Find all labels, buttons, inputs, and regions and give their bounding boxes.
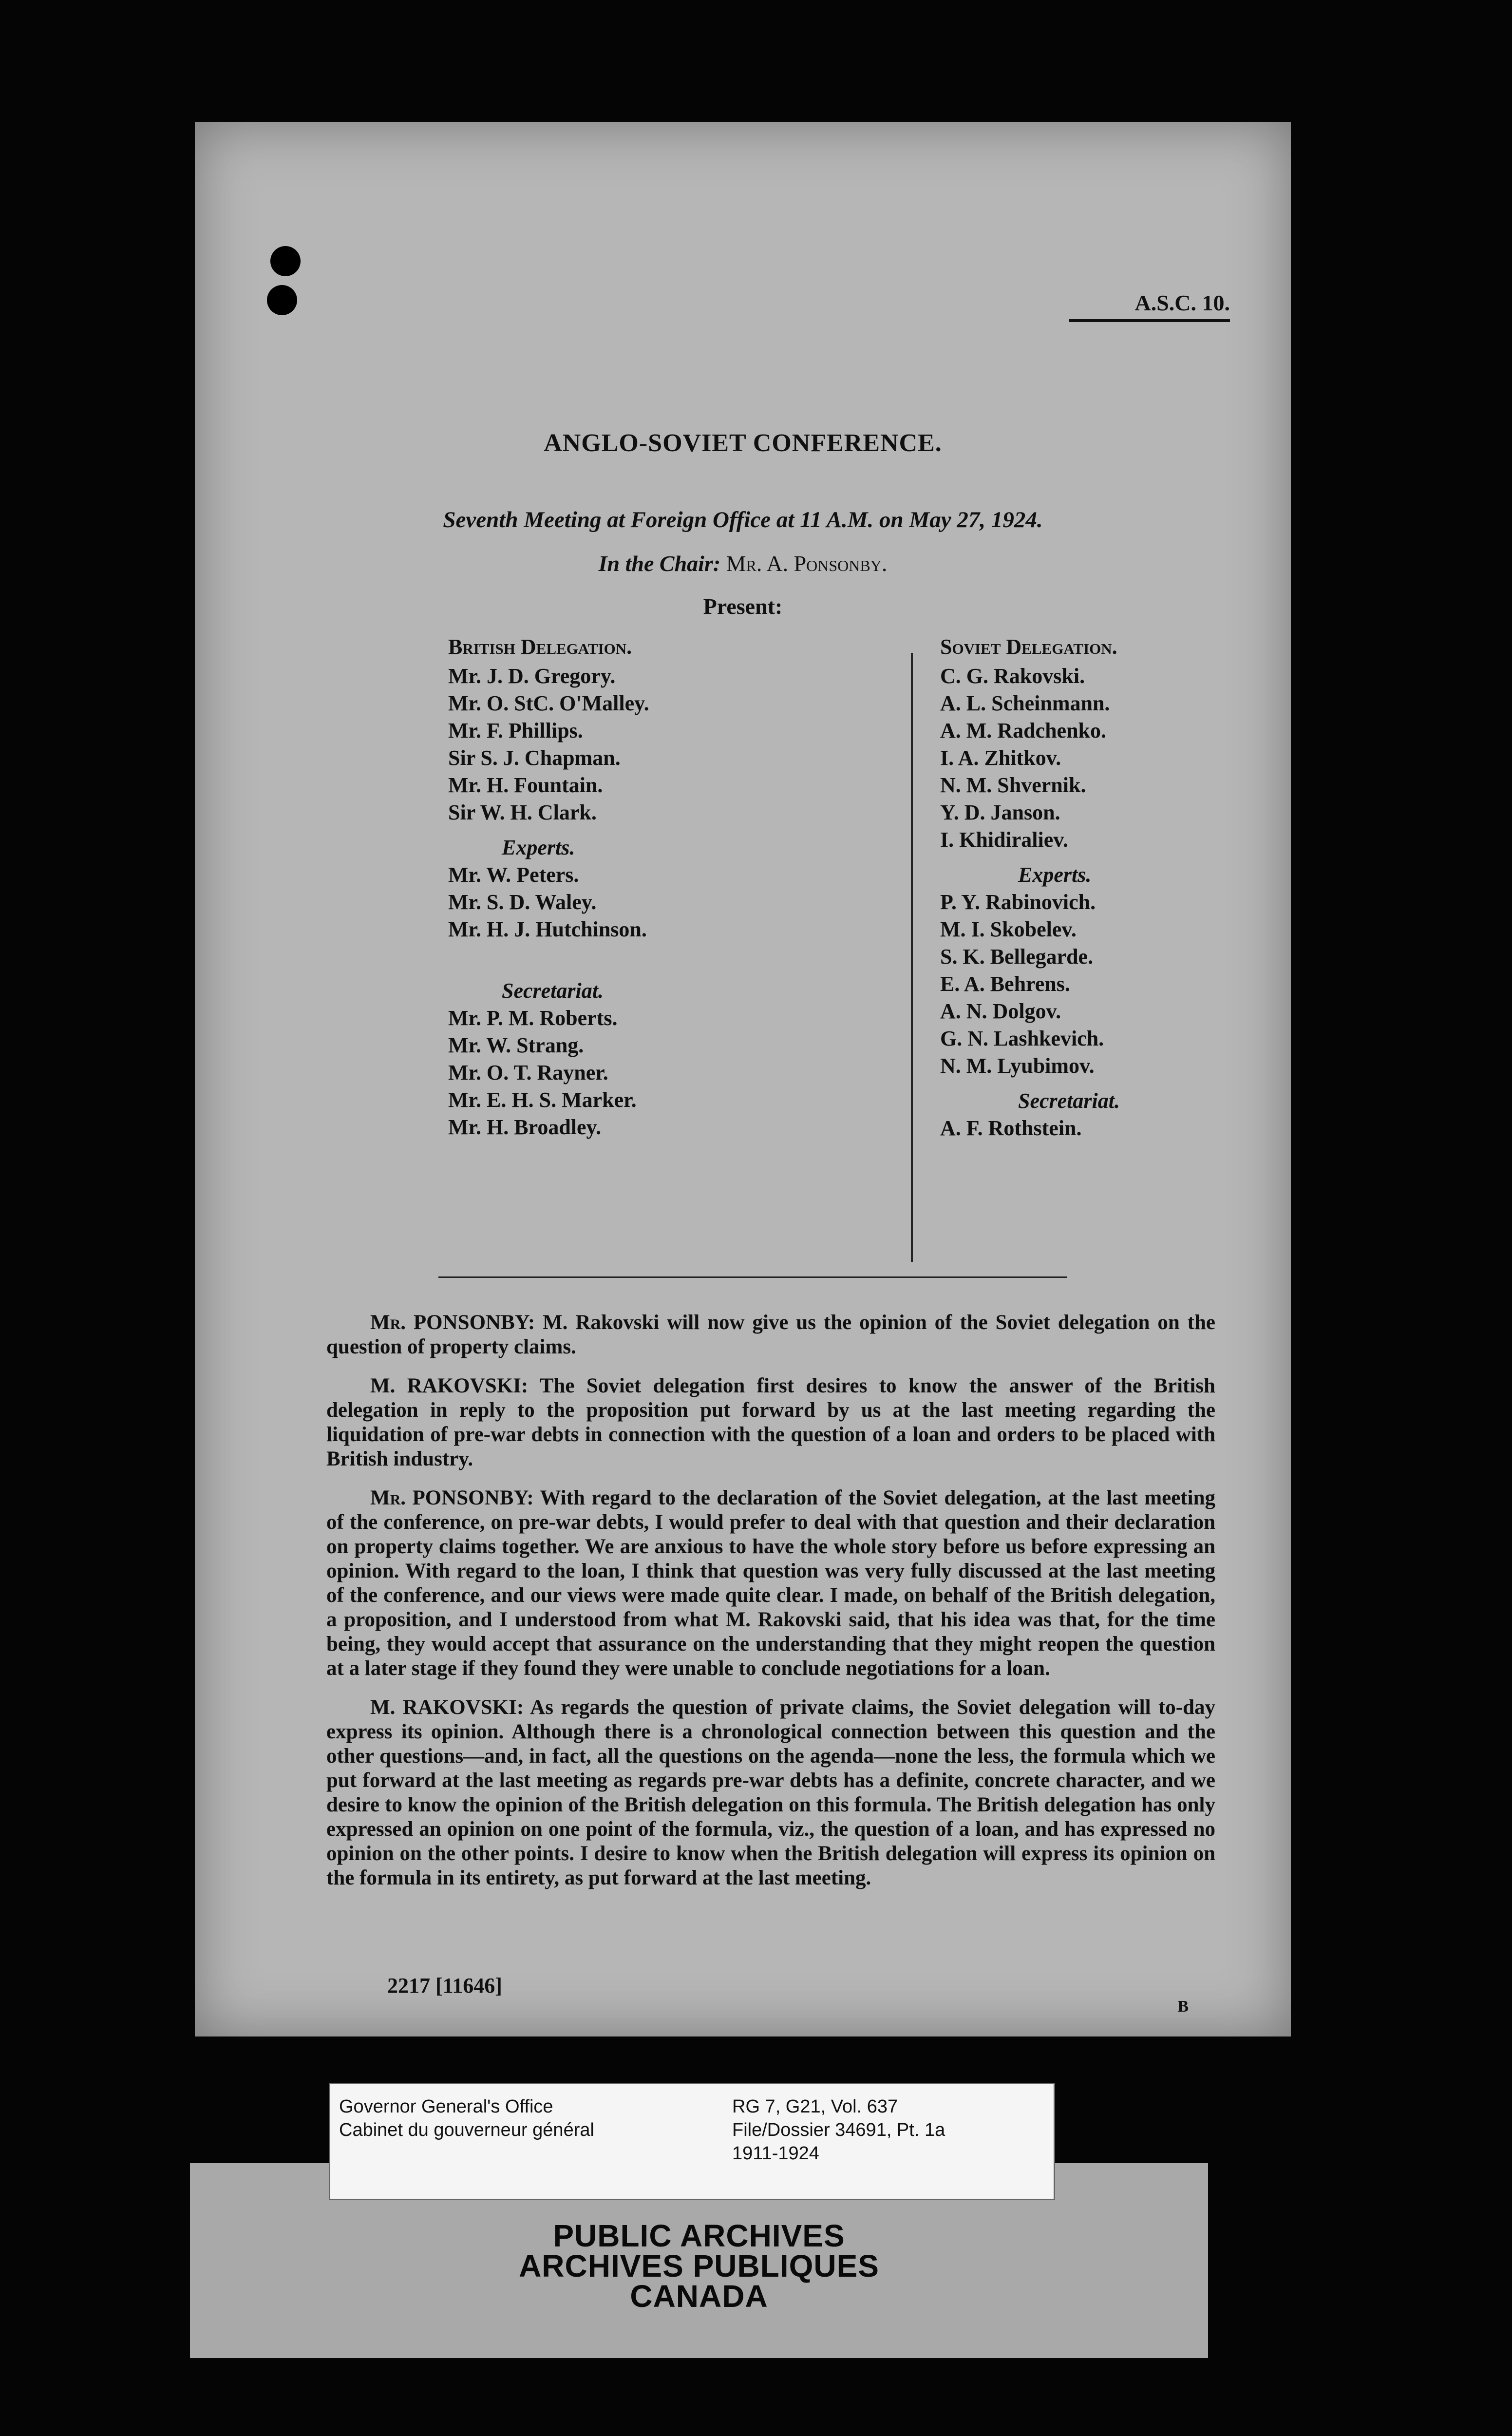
soviet-expert: E. A. Behrens. bbox=[940, 972, 1070, 996]
file-number: File/Dossier 34691, Pt. 1a bbox=[732, 2120, 945, 2140]
british-expert: Mr. H. J. Hutchinson. bbox=[448, 917, 647, 941]
meeting-line: Seventh Meeting at Foreign Office at 11 A.M. on May 27, 1924. bbox=[443, 507, 1043, 533]
soviet-member: N. M. Shvernik. bbox=[940, 773, 1086, 797]
document-reference: A.S.C. 10. bbox=[1134, 290, 1230, 315]
british-member: Mr. F. Phillips. bbox=[448, 719, 583, 742]
signature-mark: B bbox=[1177, 1998, 1189, 2016]
soviet-expert: S. K. Bellegarde. bbox=[940, 945, 1094, 969]
soviet-expert: M. I. Skobelev. bbox=[940, 917, 1077, 941]
british-delegation-column bbox=[448, 633, 789, 1141]
stamp-line: CANADA bbox=[630, 2279, 768, 2314]
chair-line bbox=[195, 551, 1291, 576]
soviet-member: A. M. Radchenko. bbox=[940, 719, 1107, 742]
document-page bbox=[195, 122, 1291, 2036]
soviet-delegation-column bbox=[940, 633, 1262, 1142]
paragraph-text: With regard to the declaration of the Soviet delegation, at the last meeting of the conference, on pre-war debts, I would prefer to deal with that question and their declaration on property claims together. We are anxious to have the whole story before us before expressing an opinion. With regard to the loan, I think that question was very fully discussed at the last meeting of the conference, and our views were made quite clear. I made, on behalf of the British delegation, a proposition, and I understood from what M. Rakovski said, that his idea was that, for the time being, they would accept that assurance on the understanding that they might reopen the question at a later stage if they found they were unable to conclude negotiations for a loan. bbox=[326, 1486, 1215, 1680]
office-english: Governor General's Office bbox=[339, 2096, 553, 2117]
soviet-member: Y. D. Janson. bbox=[940, 800, 1060, 824]
british-member: Sir W. H. Clark. bbox=[448, 800, 597, 824]
speaker: M. RAKOVSKI: bbox=[370, 1696, 524, 1719]
british-expert: Mr. S. D. Waley. bbox=[448, 890, 597, 914]
punch-hole bbox=[267, 285, 297, 315]
paragraph-text: As regards the question of private claims, the Soviet delegation will to-day express its opinion. Although there is a chronological connection between this question and the other questions—and, in fact, all the questions on the agenda—none the less, the formula which we put forward at the last meeting as regards pre-war debts has a definite, concrete character, and we desire to know the opinion of the British delegation on this formula. The British delegation has only expressed an opinion on one point of the formula, viz., the question of a loan, and has expressed no opinion on the other points. I desire to know when the British delegation will express its opinion on the formula in its entirety, as put forward at the last meeting. bbox=[326, 1696, 1215, 1889]
section-separator bbox=[438, 1276, 1067, 1278]
minutes-paragraph bbox=[326, 1695, 1215, 1890]
minutes-body bbox=[326, 1311, 1215, 1905]
soviet-member: C. G. Rakovski. bbox=[940, 664, 1085, 688]
minutes-paragraph bbox=[326, 1311, 1215, 1359]
office-names bbox=[339, 2095, 594, 2142]
soviet-heading: Soviet Delegation. bbox=[940, 635, 1117, 659]
speaker: Mr. PONSONBY: bbox=[370, 1311, 535, 1334]
british-expert: Mr. W. Peters. bbox=[448, 863, 579, 887]
office-french: Cabinet du gouverneur général bbox=[339, 2120, 594, 2140]
column-divider bbox=[911, 653, 913, 1262]
stamp-line: PUBLIC ARCHIVES bbox=[553, 2218, 845, 2253]
soviet-member: I. Khidiraliev. bbox=[940, 828, 1068, 852]
record-group: RG 7, G21, Vol. 637 bbox=[732, 2096, 898, 2117]
british-secretary: Mr. P. M. Roberts. bbox=[448, 1006, 618, 1030]
soviet-secretary: A. F. Rothstein. bbox=[940, 1116, 1082, 1140]
soviet-secretariat-heading: Secretariat. bbox=[1018, 1089, 1120, 1113]
minutes-paragraph bbox=[326, 1486, 1215, 1681]
archive-reference-card bbox=[329, 2083, 1055, 2200]
soviet-expert: A. N. Dolgov. bbox=[940, 999, 1061, 1023]
british-heading: British Delegation. bbox=[448, 635, 632, 659]
reference-underline bbox=[1069, 319, 1230, 322]
document-title: ANGLO-SOVIET CONFERENCE. bbox=[544, 429, 942, 457]
british-experts-heading: Experts. bbox=[502, 836, 575, 859]
british-member: Mr. J. D. Gregory. bbox=[448, 664, 616, 688]
british-secretary: Mr. O. T. Rayner. bbox=[448, 1061, 608, 1085]
british-secretariat-heading: Secretariat. bbox=[502, 979, 604, 1003]
british-secretary: Mr. W. Strang. bbox=[448, 1033, 584, 1057]
present-label: Present: bbox=[703, 594, 783, 619]
soviet-member: I. A. Zhitkov. bbox=[940, 746, 1061, 770]
soviet-member: A. L. Scheinmann. bbox=[940, 691, 1110, 715]
file-reference bbox=[732, 2095, 945, 2165]
british-member: Mr. O. StC. O'Malley. bbox=[448, 691, 649, 715]
stamp-line: ARCHIVES PUBLIQUES bbox=[519, 2248, 879, 2284]
punch-hole bbox=[270, 246, 301, 276]
chair-label: In the Chair: bbox=[598, 551, 721, 576]
speaker: M. RAKOVSKI: bbox=[370, 1374, 529, 1397]
print-number: 2217 [11646] bbox=[387, 1974, 502, 1998]
stamp-text bbox=[190, 2218, 1208, 2314]
soviet-expert: P. Y. Rabinovich. bbox=[940, 890, 1096, 914]
british-secretary: Mr. H. Broadley. bbox=[448, 1115, 602, 1139]
british-member: Mr. H. Fountain. bbox=[448, 773, 603, 797]
soviet-expert: G. N. Lashkevich. bbox=[940, 1027, 1104, 1050]
date-range: 1911-1924 bbox=[732, 2143, 819, 2164]
paragraph-text: The Soviet delegation first desires to know the answer of the British delegation in reply to the proposition put forward by us at the last meeting regarding the liquidation of pre-war debts in connection with the question of a loan and orders to be placed with British industry. bbox=[326, 1374, 1215, 1470]
paragraph-text: M. Rakovski will now give us the opinion of the Soviet delegation on the question of property claims. bbox=[326, 1311, 1216, 1358]
soviet-expert: N. M. Lyubimov. bbox=[940, 1054, 1095, 1078]
soviet-experts-heading: Experts. bbox=[1018, 863, 1092, 887]
chair-name: Mr. A. Ponsonby. bbox=[726, 551, 888, 576]
minutes-paragraph bbox=[326, 1374, 1215, 1471]
british-member: Sir S. J. Chapman. bbox=[448, 746, 621, 770]
speaker: Mr. PONSONBY: bbox=[370, 1486, 534, 1509]
british-secretary: Mr. E. H. S. Marker. bbox=[448, 1088, 637, 1112]
